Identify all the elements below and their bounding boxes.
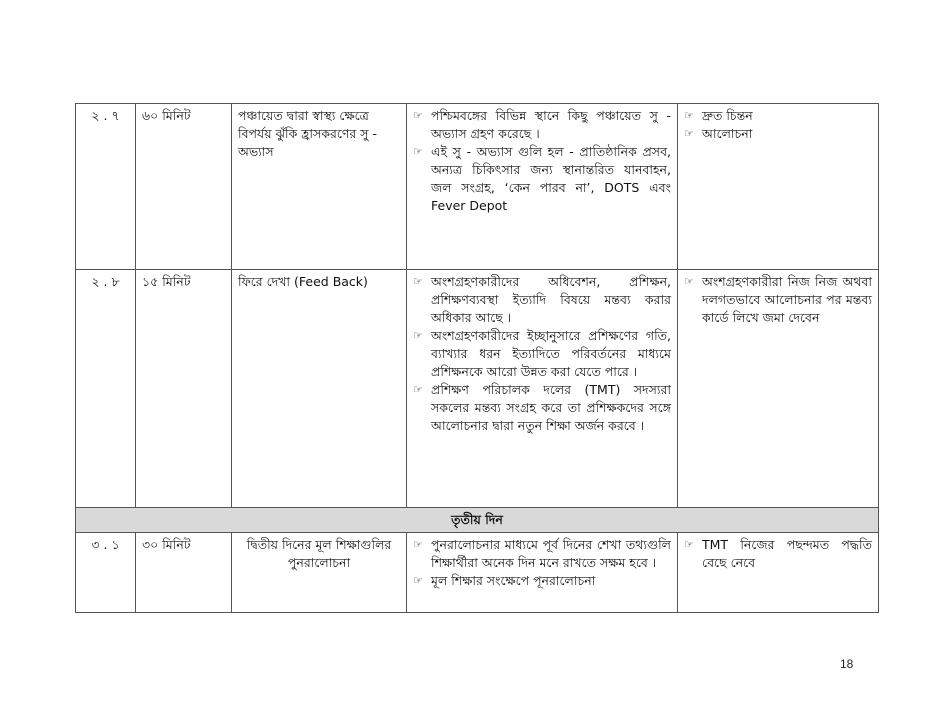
pointing-hand-icon: ☞ xyxy=(684,127,694,140)
list-item: ☞ এই সু - অভ্যাস গুলি হল - প্রাতিষ্ঠানিক প্রসব, অন্যত্র চিকিৎসার জন্য স্থানান্তরিত যানবাহন, জল সংগ্রহ, ‘কেন পারব না’, DOTS এবং Fever Depot xyxy=(413,144,671,213)
list-item: ☞ অংশগ্রহণকারীদের অধিবেশন, প্রশিক্ষন, প্রশিক্ষণব্যবস্থা ইত্যাদি বিষয়ে মন্তব্য করার অধিকার আছে । xyxy=(413,274,671,325)
list-item: ☞ আলোচনা xyxy=(684,126,753,141)
session-topic: পঞ্চায়েত দ্বারা স্বাস্থ্য ক্ষেত্রে বিপর্যয় ঝুঁকি হ্রাসকরণের সু - অভ্যাস xyxy=(232,104,407,270)
pointing-hand-icon: ☞ xyxy=(413,145,423,158)
session-content xyxy=(407,270,678,508)
session-method xyxy=(678,270,879,508)
table-row xyxy=(76,104,879,270)
list-item: ☞ প্রশিক্ষণ পরিচালক দলের (TMT) সদস্যরা সকলের মন্তব্য সংগ্রহ করে তা প্রশিক্ষকদের সঙ্গে আলোচনার দ্বারা নতুন শিক্ষা অর্জন করবে । xyxy=(413,382,671,433)
session-duration: ৬০ মিনিট xyxy=(136,104,232,270)
pointing-hand-icon: ☞ xyxy=(413,109,423,122)
list-item: ☞ পশ্চিমবঙ্গের বিভিন্ন স্থানে কিছু পঞ্চায়েত সু - অভ্যাস গ্রহণ করেছে । xyxy=(413,108,671,141)
pointing-hand-icon: ☞ xyxy=(413,329,423,342)
table-row xyxy=(76,270,879,508)
session-number: ২ . ৮ xyxy=(76,270,136,508)
session-topic: ফিরে দেখা (Feed Back) xyxy=(232,270,407,508)
list-item: ☞ মূল শিক্ষার সংক্ষেপে পূনরালোচনা xyxy=(413,573,596,588)
page-number: 18 xyxy=(840,657,854,671)
pointing-hand-icon: ☞ xyxy=(413,538,423,551)
list-item: ☞ অংশগ্রহণকারীদের ইচ্ছানুসারে প্রশিক্ষণের গতি, ব্যাখ্যার ধরন ইত্যাদিতে পরিবর্তনের মাধ্যমে প্রশিক্ষনকে আরো উন্নত করা যেতে পারে । xyxy=(413,328,671,379)
session-table xyxy=(75,103,879,613)
pointing-hand-icon: ☞ xyxy=(684,109,694,122)
list-item: ☞ TMT নিজের পছন্দমত পদ্ধতি বেছে নেবে xyxy=(684,537,872,570)
list-item: ☞ দ্রুত চিন্তন xyxy=(684,108,753,123)
session-number: ২ . ৭ xyxy=(76,104,136,270)
pointing-hand-icon: ☞ xyxy=(684,275,694,288)
session-content xyxy=(407,533,678,613)
session-number: ৩ . ১ xyxy=(76,533,136,613)
pointing-hand-icon: ☞ xyxy=(413,574,423,587)
table-row xyxy=(76,533,879,613)
pointing-hand-icon: ☞ xyxy=(684,538,694,551)
pointing-hand-icon: ☞ xyxy=(413,275,423,288)
session-topic: দ্বিতীয় দিনের মূল শিক্ষাগুলির পুনরালোচনা xyxy=(232,533,407,613)
session-duration: ৩০ মিনিট xyxy=(136,533,232,613)
session-method xyxy=(678,104,879,270)
session-duration: ১৫ মিনিট xyxy=(136,270,232,508)
session-method xyxy=(678,533,879,613)
list-item: ☞ অংশগ্রহণকারীরা নিজ নিজ অথবা দলগতভাবে আলোচনার পর মন্তব্য কার্ডে লিখে জমা দেবেন xyxy=(684,274,872,325)
session-content xyxy=(407,104,678,270)
list-item: ☞ পুনরালোচনার মাধ্যমে পূর্ব দিনের শেখা তথ্যগুলি শিক্ষার্থীরা অনেক দিন মনে রাখতে সক্ষম হবে । xyxy=(413,537,671,570)
day-heading-row xyxy=(76,508,879,533)
pointing-hand-icon: ☞ xyxy=(413,383,423,396)
day-heading: তৃতীয় দিন xyxy=(76,508,879,533)
